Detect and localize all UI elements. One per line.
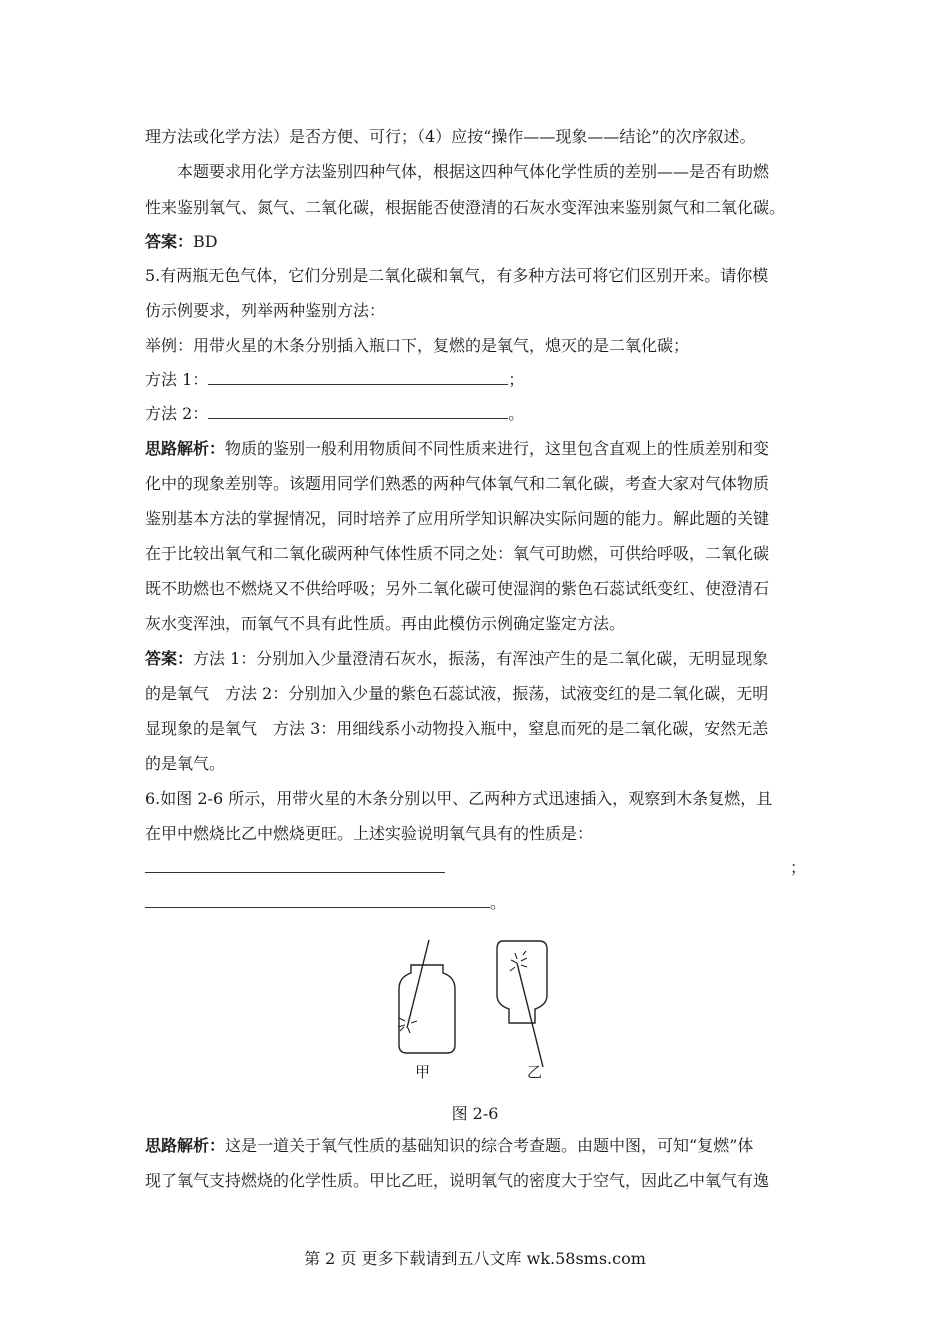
- answer-blank: [208, 370, 508, 385]
- answer-blank-line: 。: [145, 893, 815, 913]
- answer-blank: [145, 858, 445, 873]
- text-line: 鉴别基本方法的掌握情况，同时培养了应用所学知识解决实际问题的能力。解此题的关键: [145, 509, 770, 528]
- figure-label-a: 甲: [415, 1063, 431, 1081]
- text-line: 的是氧气。: [145, 754, 226, 773]
- spark-a: [398, 1013, 417, 1033]
- figure-caption: 图 2-6: [451, 1104, 499, 1123]
- question-5: 5.有两瓶无色气体，它们分别是二氧化碳和氧气，有多种方法可将它们区别开来。请你模: [145, 266, 769, 285]
- page-footer: 第 2 页 更多下载请到五八文库 wk.58sms.com: [304, 1249, 646, 1268]
- text-line: 举例：用带火星的木条分别插入瓶口下，复燃的是氧气，熄灭的是二氧化碳；: [145, 336, 690, 355]
- text-line: 既不助燃也不燃烧又不供给呼吸；另外二氧化碳可使湿润的紫色石蕊试纸变红、使澄清石: [145, 579, 770, 598]
- answer-blank: [208, 404, 508, 419]
- text-line: 灰水变浑浊，而氧气不具有此性质。再由此模仿示例确定鉴定方法。: [145, 614, 626, 633]
- bottles-illustration: [385, 935, 575, 1085]
- bottle-a: [399, 965, 455, 1053]
- text-line: 性来鉴别氧气、氮气、二氧化碳，根据能否使澄清的石灰水变浑浊来鉴别氮气和二氧化碳。: [145, 198, 786, 217]
- text-line: 理方法或化学方法）是否方便、可行；（4）应按“操作——现象——结论”的次序叙述。: [145, 127, 756, 146]
- text-line: 的是氧气 方法 2：分别加入少量的紫色石蕊试液，振荡，试液变红的是二氧化碳，无明: [145, 684, 769, 703]
- answer-blank: [145, 893, 490, 908]
- text-line: 本题要求用化学方法鉴别四种气体，根据这四种气体化学性质的差别——是否有助燃: [177, 162, 770, 181]
- analysis-line: 思路解析：物质的鉴别一般利用物质间不同性质来进行，这里包含直观上的性质差别和变: [145, 439, 770, 458]
- figure-label-b: 乙: [527, 1063, 543, 1081]
- text-line: 在甲中燃烧比乙中燃烧更旺。上述实验说明氧气具有的性质是：: [145, 824, 594, 843]
- analysis-line: 思路解析：这是一道关于氧气性质的基础知识的综合考查题。由题中图，可知“复燃”体: [145, 1136, 754, 1155]
- answer-blank-line: ；: [145, 858, 815, 878]
- figure-2-6: [385, 935, 575, 1085]
- text-line: 化中的现象差别等。该题用同学们熟悉的两种气体氧气和二氧化碳，考查大家对气体物质: [145, 474, 770, 493]
- answer-line: 答案：方法 1：分别加入少量澄清石灰水，振荡，有浑浊产生的是二氧化碳，无明显现象: [145, 649, 769, 668]
- method-2-line: 方法 2： 。: [145, 404, 525, 423]
- method-1-line: 方法 1： ；: [145, 370, 525, 389]
- text-line: 在于比较出氧气和二氧化碳两种气体性质不同之处：氧气可助燃，可供给呼吸，二氧化碳: [145, 544, 770, 563]
- text-line: 现了氧气支持燃烧的化学性质。甲比乙旺，说明氧气的密度大于空气，因此乙中氧气有逸: [145, 1171, 770, 1190]
- answer-line: 答案：BD: [145, 232, 218, 251]
- text-line: 仿示例要求，列举两种鉴别方法：: [145, 301, 386, 320]
- question-6: 6.如图 2-6 所示，用带火星的木条分别以甲、乙两种方式迅速插入，观察到木条复燃，且: [145, 789, 773, 808]
- splint-b: [517, 963, 543, 1067]
- text-line: 显现象的是氧气 方法 3：用细线系小动物投入瓶中，窒息而死的是二氧化碳，安然无恙: [145, 719, 769, 738]
